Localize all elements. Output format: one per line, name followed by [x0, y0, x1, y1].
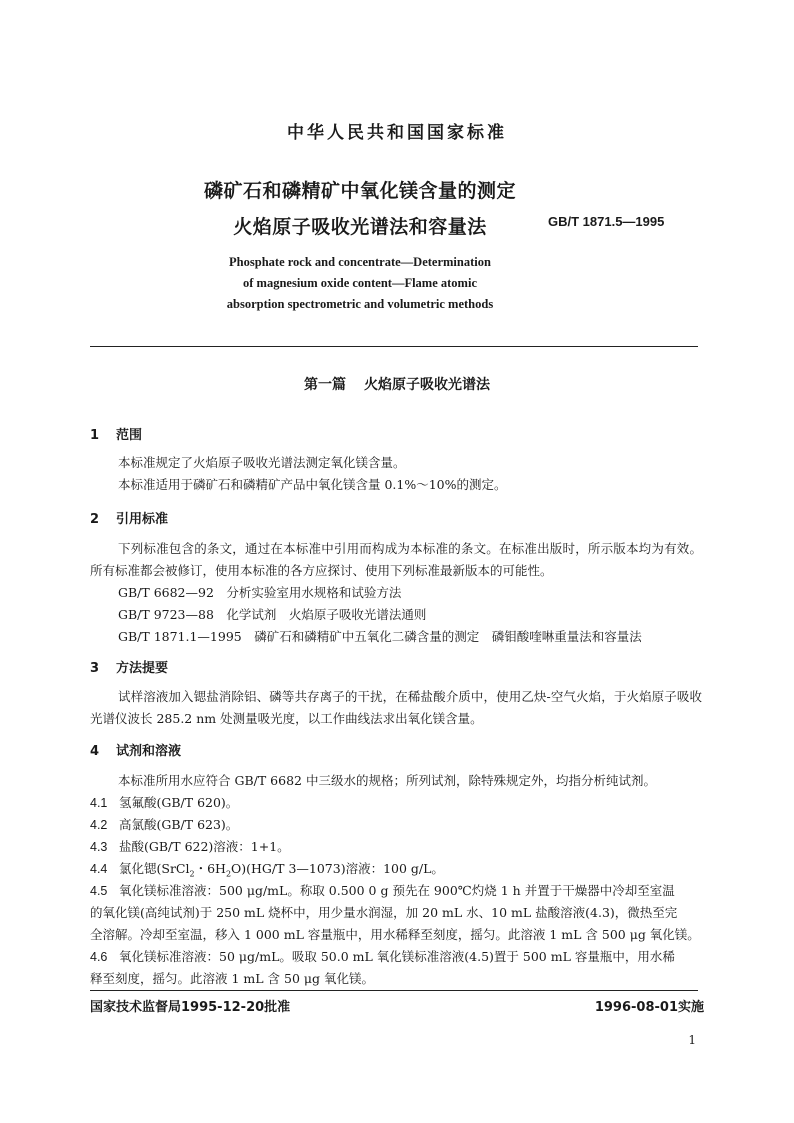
item-number: 4.4: [90, 862, 108, 876]
page-number: 1: [688, 1033, 696, 1047]
section-number: 3: [90, 661, 100, 676]
title-english-line3: absorption spectrometric and volumetric methods: [226, 297, 494, 311]
section-title: 方法提要: [116, 661, 169, 676]
title-chinese-line1: 磷矿石和磷精矿中氧化镁含量的测定: [203, 180, 516, 202]
effective-date: 1996-08-01实施: [594, 1000, 704, 1015]
section-number: 2: [90, 512, 100, 527]
section-3-para-1: 试样溶液加入锶盐消除铝、磷等共存离子的干扰，在稀盐酸介质中，使用乙炔-空气火焰，于火焰原子吸收光谱仪波长 285.2 nm 处测量吸光度，以工作曲线法求出氧化镁含量。: [90, 689, 702, 726]
approval-date: 国家技术监督局1995-12-20批准: [90, 1000, 291, 1015]
section-1-para-1: 本标准规定了火焰原子吸收光谱法测定氧化镁含量。: [118, 455, 406, 470]
item-number: 4.6: [90, 950, 108, 964]
section-title: 范围: [116, 428, 143, 443]
list-item-4-6-cont-1: 释至刻度，摇匀。此溶液 1 mL 含 50 μg 氧化镁。: [90, 971, 374, 986]
standard-code: GB/T 1871.5—1995: [548, 214, 665, 229]
item-text: 氢氟酸(GB/T 620)。: [119, 795, 239, 810]
section-2-para-1: 下列标准包含的条文，通过在本标准中引用而构成为本标准的条文。在标准出版时，所示版本均为有效。所有标准都会被修订，使用本标准的各方应探讨、使用下列标准最新版本的可能性。: [90, 541, 702, 578]
footer-divider: [90, 990, 698, 991]
list-item-4-5: [90, 880, 702, 902]
section-title: 试剂和溶液: [116, 744, 182, 759]
item-text: 氯化锶(SrCl$_2$・$6H_2O)(HG/T$ 3—1073)溶液：100 g/L。: [119, 861, 444, 879]
list-item-4-1: [90, 792, 702, 814]
item-number: 4.3: [90, 840, 108, 854]
list-item-4-5-cont-1: 的氧化镁(高纯试剂)于 250 mL 烧杯中，用少量水润湿，加 20 mL 水、10 mL 盐酸溶液(4.3)，微热至完: [90, 905, 678, 920]
list-item-4-6: [90, 946, 702, 968]
section-1-heading: [90, 424, 142, 443]
section-2-heading: [90, 508, 168, 527]
section-title: 引用标准: [116, 512, 169, 527]
reference-3: GB/T 1871.1—1995 磷矿石和磷精矿中五氧化二磷含量的测定 磷钼酸喹啉重量法和容量法: [118, 629, 642, 644]
title-english-line2: of magnesium oxide content—Flame atomic: [243, 276, 477, 290]
part-heading: [0, 374, 794, 394]
header-divider: [90, 346, 698, 347]
title-chinese-line2: 火焰原子吸收光谱法和容量法: [233, 216, 487, 238]
reference-2: GB/T 9723—88 化学试剂 火焰原子吸收光谱法通则: [118, 607, 427, 622]
section-number: 4: [90, 744, 100, 759]
item-number: 4.1: [90, 796, 108, 810]
reference-1: GB/T 6682—92 分析实验室用水规格和试验方法: [118, 585, 402, 600]
section-1-para-2: 本标准适用于磷矿石和磷精矿产品中氧化镁含量 0.1%～10%的测定。: [118, 477, 507, 492]
issuing-organization: 中华人民共和国国家标准: [287, 123, 507, 143]
list-item-4-3: [90, 836, 702, 858]
section-3-heading: [90, 657, 168, 676]
item-text: 盐酸(GB/T 622)溶液：1+1。: [119, 839, 290, 854]
section-number: 1: [90, 428, 100, 443]
item-text: 氧化镁标准溶液：50 μg/mL。吸取 50.0 mL 氧化镁标准溶液(4.5)置于 500 mL 容量瓶中，用水稀: [119, 949, 675, 964]
list-item-4-5-cont-2: 全溶解。冷却至室温，移入 1 000 mL 容量瓶中，用水稀释至刻度，摇匀。此溶液 1 mL 含 500 μg 氧化镁。: [90, 927, 700, 942]
item-number: 4.5: [90, 884, 108, 898]
section-4-para-1: 本标准所用水应符合 GB/T 6682 中三级水的规格；所列试剂，除特殊规定外，均指分析纯试剂。: [118, 773, 656, 788]
list-item-4-2: [90, 814, 702, 836]
item-text: 氧化镁标准溶液：500 μg/mL。称取 0.500 0 g 预先在 900℃灼烧 1 h 并置于干燥器中冷却至室温: [119, 883, 675, 898]
item-text: 高氯酸(GB/T 623)。: [119, 817, 239, 832]
title-english-line1: Phosphate rock and concentrate—Determination: [229, 255, 491, 269]
section-4-heading: [90, 740, 181, 759]
item-number: 4.2: [90, 818, 108, 832]
part-number: 第一篇: [304, 377, 346, 393]
part-title: 火焰原子吸收光谱法: [364, 377, 490, 393]
